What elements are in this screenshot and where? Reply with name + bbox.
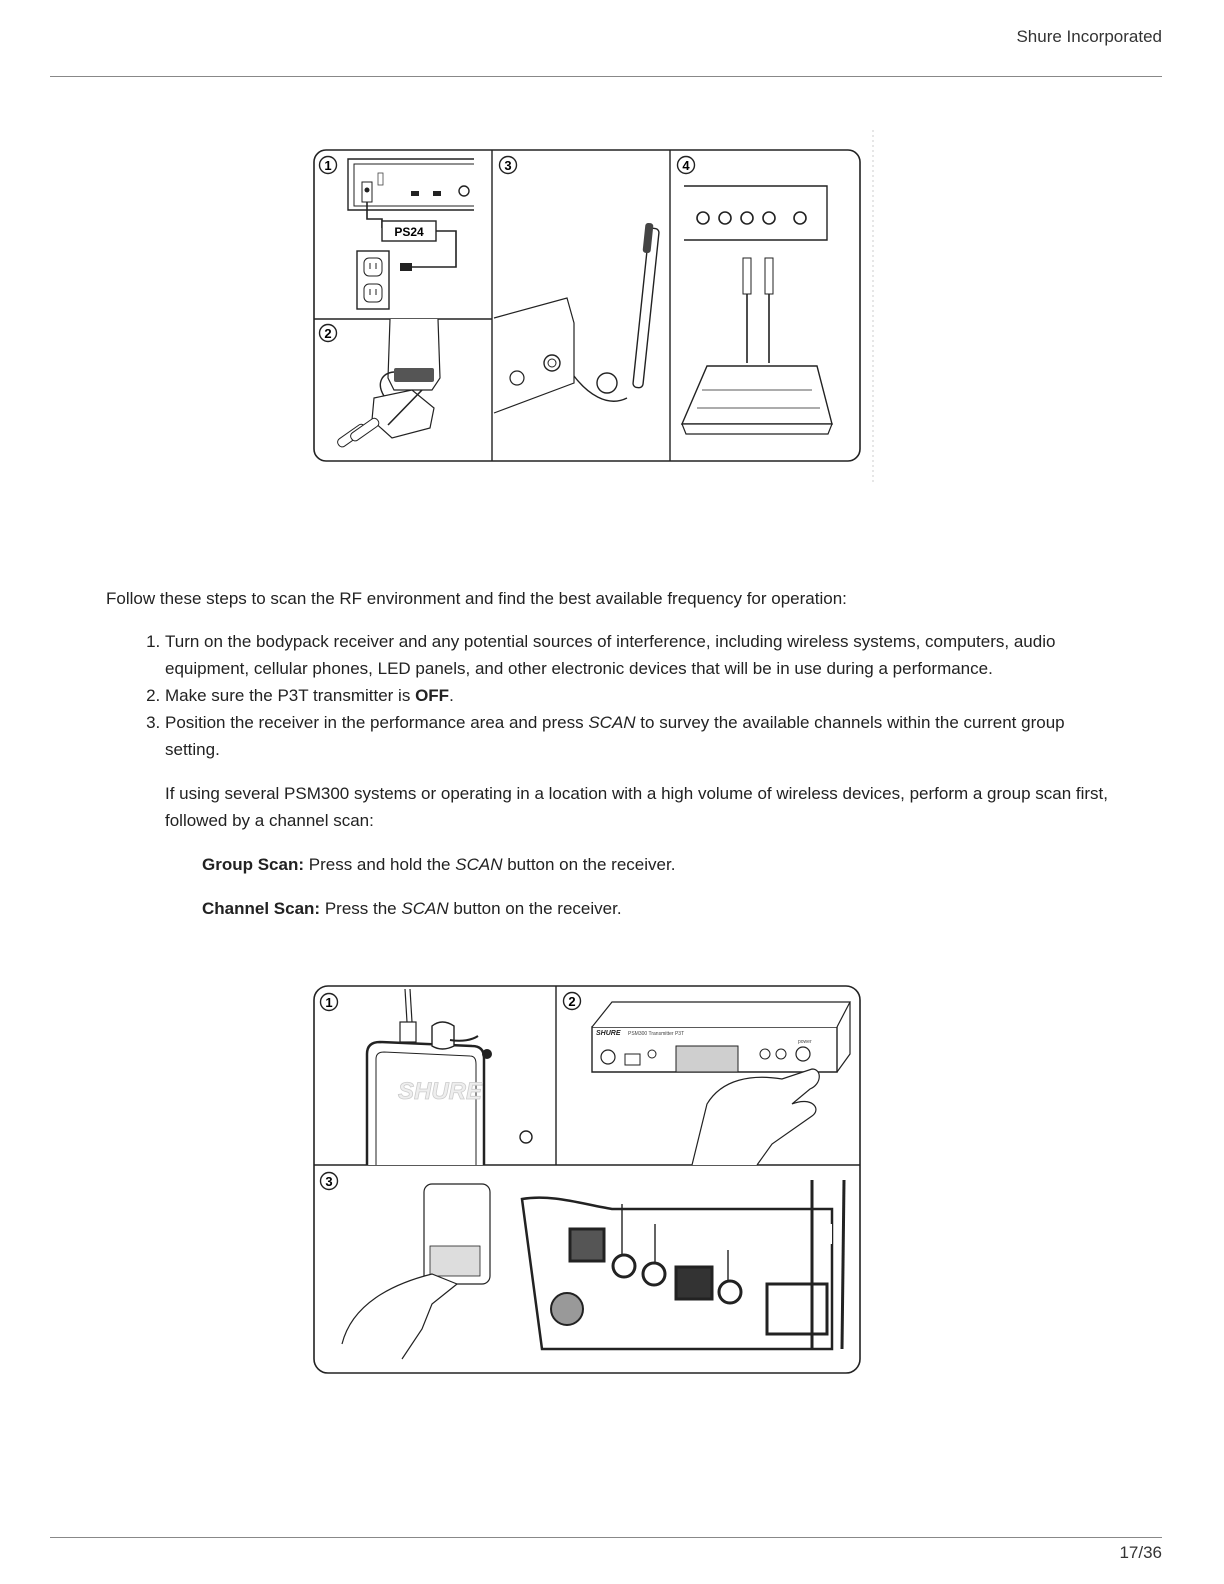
scan-emphasis: SCAN [455, 855, 503, 874]
step-3-text-end: to survey the available channels within the current group setting. [165, 713, 1065, 759]
group-scan-instruction [202, 851, 1116, 878]
scan-emphasis: SCAN [588, 713, 636, 732]
channel-scan-label: Channel Scan: [202, 899, 321, 918]
panel-number: 2 [324, 326, 332, 341]
header-divider [50, 76, 1162, 77]
instruction-text [106, 585, 1116, 922]
channel-scan-text-end: button on the receiver. [448, 899, 622, 918]
panel-number: 4 [682, 158, 690, 173]
off-emphasis: OFF [415, 686, 450, 705]
steps-list [106, 628, 1116, 763]
step-3-text: Position the receiver in the performance area and press [165, 713, 589, 732]
list-item [165, 709, 1116, 763]
list-item [165, 682, 1116, 709]
step-1-text: Turn on the bodypack receiver and any potential sources of interference, including wireless systems, computers, audio equipment, cellular phones, LED panels, and other electronic devices that will be in use during a performance. [165, 632, 1056, 678]
shure-logo: SHURE [397, 1078, 483, 1105]
panel-number: 3 [504, 158, 512, 173]
setup-illustration [312, 128, 878, 488]
panel-number: 3 [325, 1174, 333, 1189]
intro-paragraph: Follow these steps to scan the RF environment and find the best available frequency for operation: [106, 589, 847, 608]
group-scan-text-end: button on the receiver. [502, 855, 676, 874]
group-scan-label: Group Scan: [202, 855, 305, 874]
panel-number: 1 [325, 995, 333, 1010]
step-2-text-end: . [449, 686, 454, 705]
ps24-label: PS24 [394, 225, 424, 239]
panel-number: 2 [568, 994, 576, 1009]
channel-scan-instruction [202, 895, 1116, 922]
panel-number: 1 [324, 158, 332, 173]
list-item [165, 628, 1116, 682]
group-scan-text: Press and hold the [304, 855, 456, 874]
page-number: 17/36 [1119, 1543, 1162, 1562]
transmitter-model-label: PSM300 Transmitter P3T [628, 1031, 685, 1037]
power-label: power [798, 1039, 812, 1045]
scan-illustration [312, 984, 864, 1376]
channel-scan-text: Press the [320, 899, 402, 918]
header-company-name: Shure Incorporated [1016, 27, 1162, 46]
note-paragraph: If using several PSM300 systems or operating in a location with a high volume of wireless devices, perform a group scan first, followed by a channel scan: [165, 784, 1108, 830]
step-2-text: Make sure the P3T transmitter is [165, 686, 416, 705]
footer-divider [50, 1537, 1162, 1538]
scan-emphasis: SCAN [401, 899, 449, 918]
transmitter-logo: SHURE [596, 1030, 621, 1037]
